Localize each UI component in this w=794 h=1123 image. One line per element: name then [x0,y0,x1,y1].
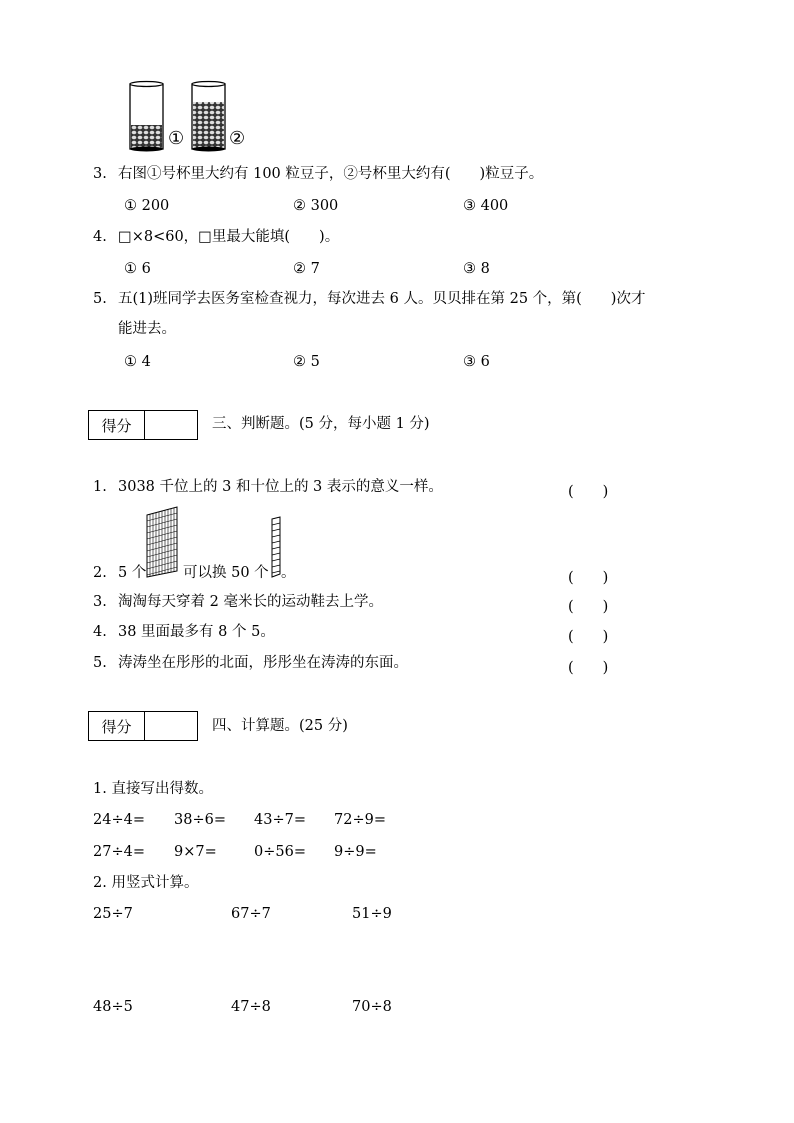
question-4-option-3: ③ 8 [463,261,490,277]
oral-calc-8: 9÷9= [334,844,377,860]
question-4-text: □×8<60，□里最大能填( )。 [118,229,340,245]
calc-part-1-title: 1. 直接写出得数。 [93,781,213,797]
vertical-calc-1: 25÷7 [93,906,133,922]
oral-calc-1: 24÷4= [93,812,145,828]
question-3-number: 3. [93,166,107,182]
question-3-text: 右图①号杯里大约有 100 粒豆子，②号杯里大约有( )粒豆子。 [118,166,544,182]
judge-4-number: 4. [93,624,107,640]
score-label: 得分 [89,712,145,740]
score-label: 得分 [89,411,145,439]
judge-1-text: 3038 千位上的 3 和十位上的 3 表示的意义一样。 [118,479,443,495]
question-3-option-1: ① 200 [124,198,170,214]
section-4-title: 四、计算题。(25 分) [212,718,348,734]
question-4-option-1: ① 6 [124,261,151,277]
hundred-block-icon [145,505,181,579]
question-5-text-line2: 能进去。 [118,321,176,337]
oral-calc-7: 0÷56= [254,844,306,860]
score-value-cell[interactable] [145,411,197,439]
section-3-score-box [88,410,198,440]
cup-1-mark: ① [168,128,185,149]
judge-1-number: 1. [93,479,107,495]
vertical-calc-4: 48÷5 [93,999,133,1015]
cup-1 [130,82,163,152]
judge-5-number: 5. [93,655,107,671]
question-3-option-2: ② 300 [293,198,339,214]
judge-3-number: 3. [93,594,107,610]
score-value-cell[interactable] [145,712,197,740]
oral-calc-3: 43÷7= [254,812,306,828]
vertical-calc-2: 67÷7 [231,906,271,922]
judge-5-answer-paren[interactable]: ( ) [568,660,609,676]
judge-3-answer-paren[interactable]: ( ) [568,599,609,615]
judge-1-answer-paren[interactable]: ( ) [568,484,609,500]
judge-2-text-c: 。 [281,565,296,581]
section-3-title: 三、判断题。(5 分，每小题 1 分) [212,416,430,432]
section-4-score-box [88,711,198,741]
oral-calc-2: 38÷6= [174,812,226,828]
judge-2-number: 2. [93,565,107,581]
question-5-option-3: ③ 6 [463,354,490,370]
question-3-option-3: ③ 400 [463,198,509,214]
vertical-calc-5: 47÷8 [231,999,271,1015]
vertical-calc-3: 51÷9 [352,906,392,922]
judge-2-text-b: 可以换 50 个 [183,565,269,581]
question-4-number: 4. [93,229,107,245]
oral-calc-6: 9×7= [174,844,217,860]
question-5-text: 五(1)班同学去医务室检查视力，每次进去 6 人。贝贝排在第 25 个，第( )次才 [118,291,646,307]
judge-2-answer-paren[interactable]: ( ) [568,570,609,586]
question-5-number: 5. [93,291,107,307]
oral-calc-4: 72÷9= [334,812,386,828]
question-4-option-2: ② 7 [293,261,320,277]
judge-4-answer-paren[interactable]: ( ) [568,629,609,645]
oral-calc-5: 27÷4= [93,844,145,860]
judge-4-text: 38 里面最多有 8 个 5。 [118,624,275,640]
vertical-calc-6: 70÷8 [352,999,392,1015]
calc-part-2-title: 2. 用竖式计算。 [93,875,199,891]
judge-2-text-a: 5 个 [118,565,147,581]
judge-5-text: 涛涛坐在彤彤的北面，彤彤坐在涛涛的东面。 [118,655,408,671]
judge-3-text: 淘淘每天穿着 2 毫米长的运动鞋去上学。 [118,594,383,610]
cup-2-mark: ② [229,128,246,149]
cup-2 [192,82,225,152]
question-5-option-2: ② 5 [293,354,320,370]
question-5-option-1: ① 4 [124,354,151,370]
